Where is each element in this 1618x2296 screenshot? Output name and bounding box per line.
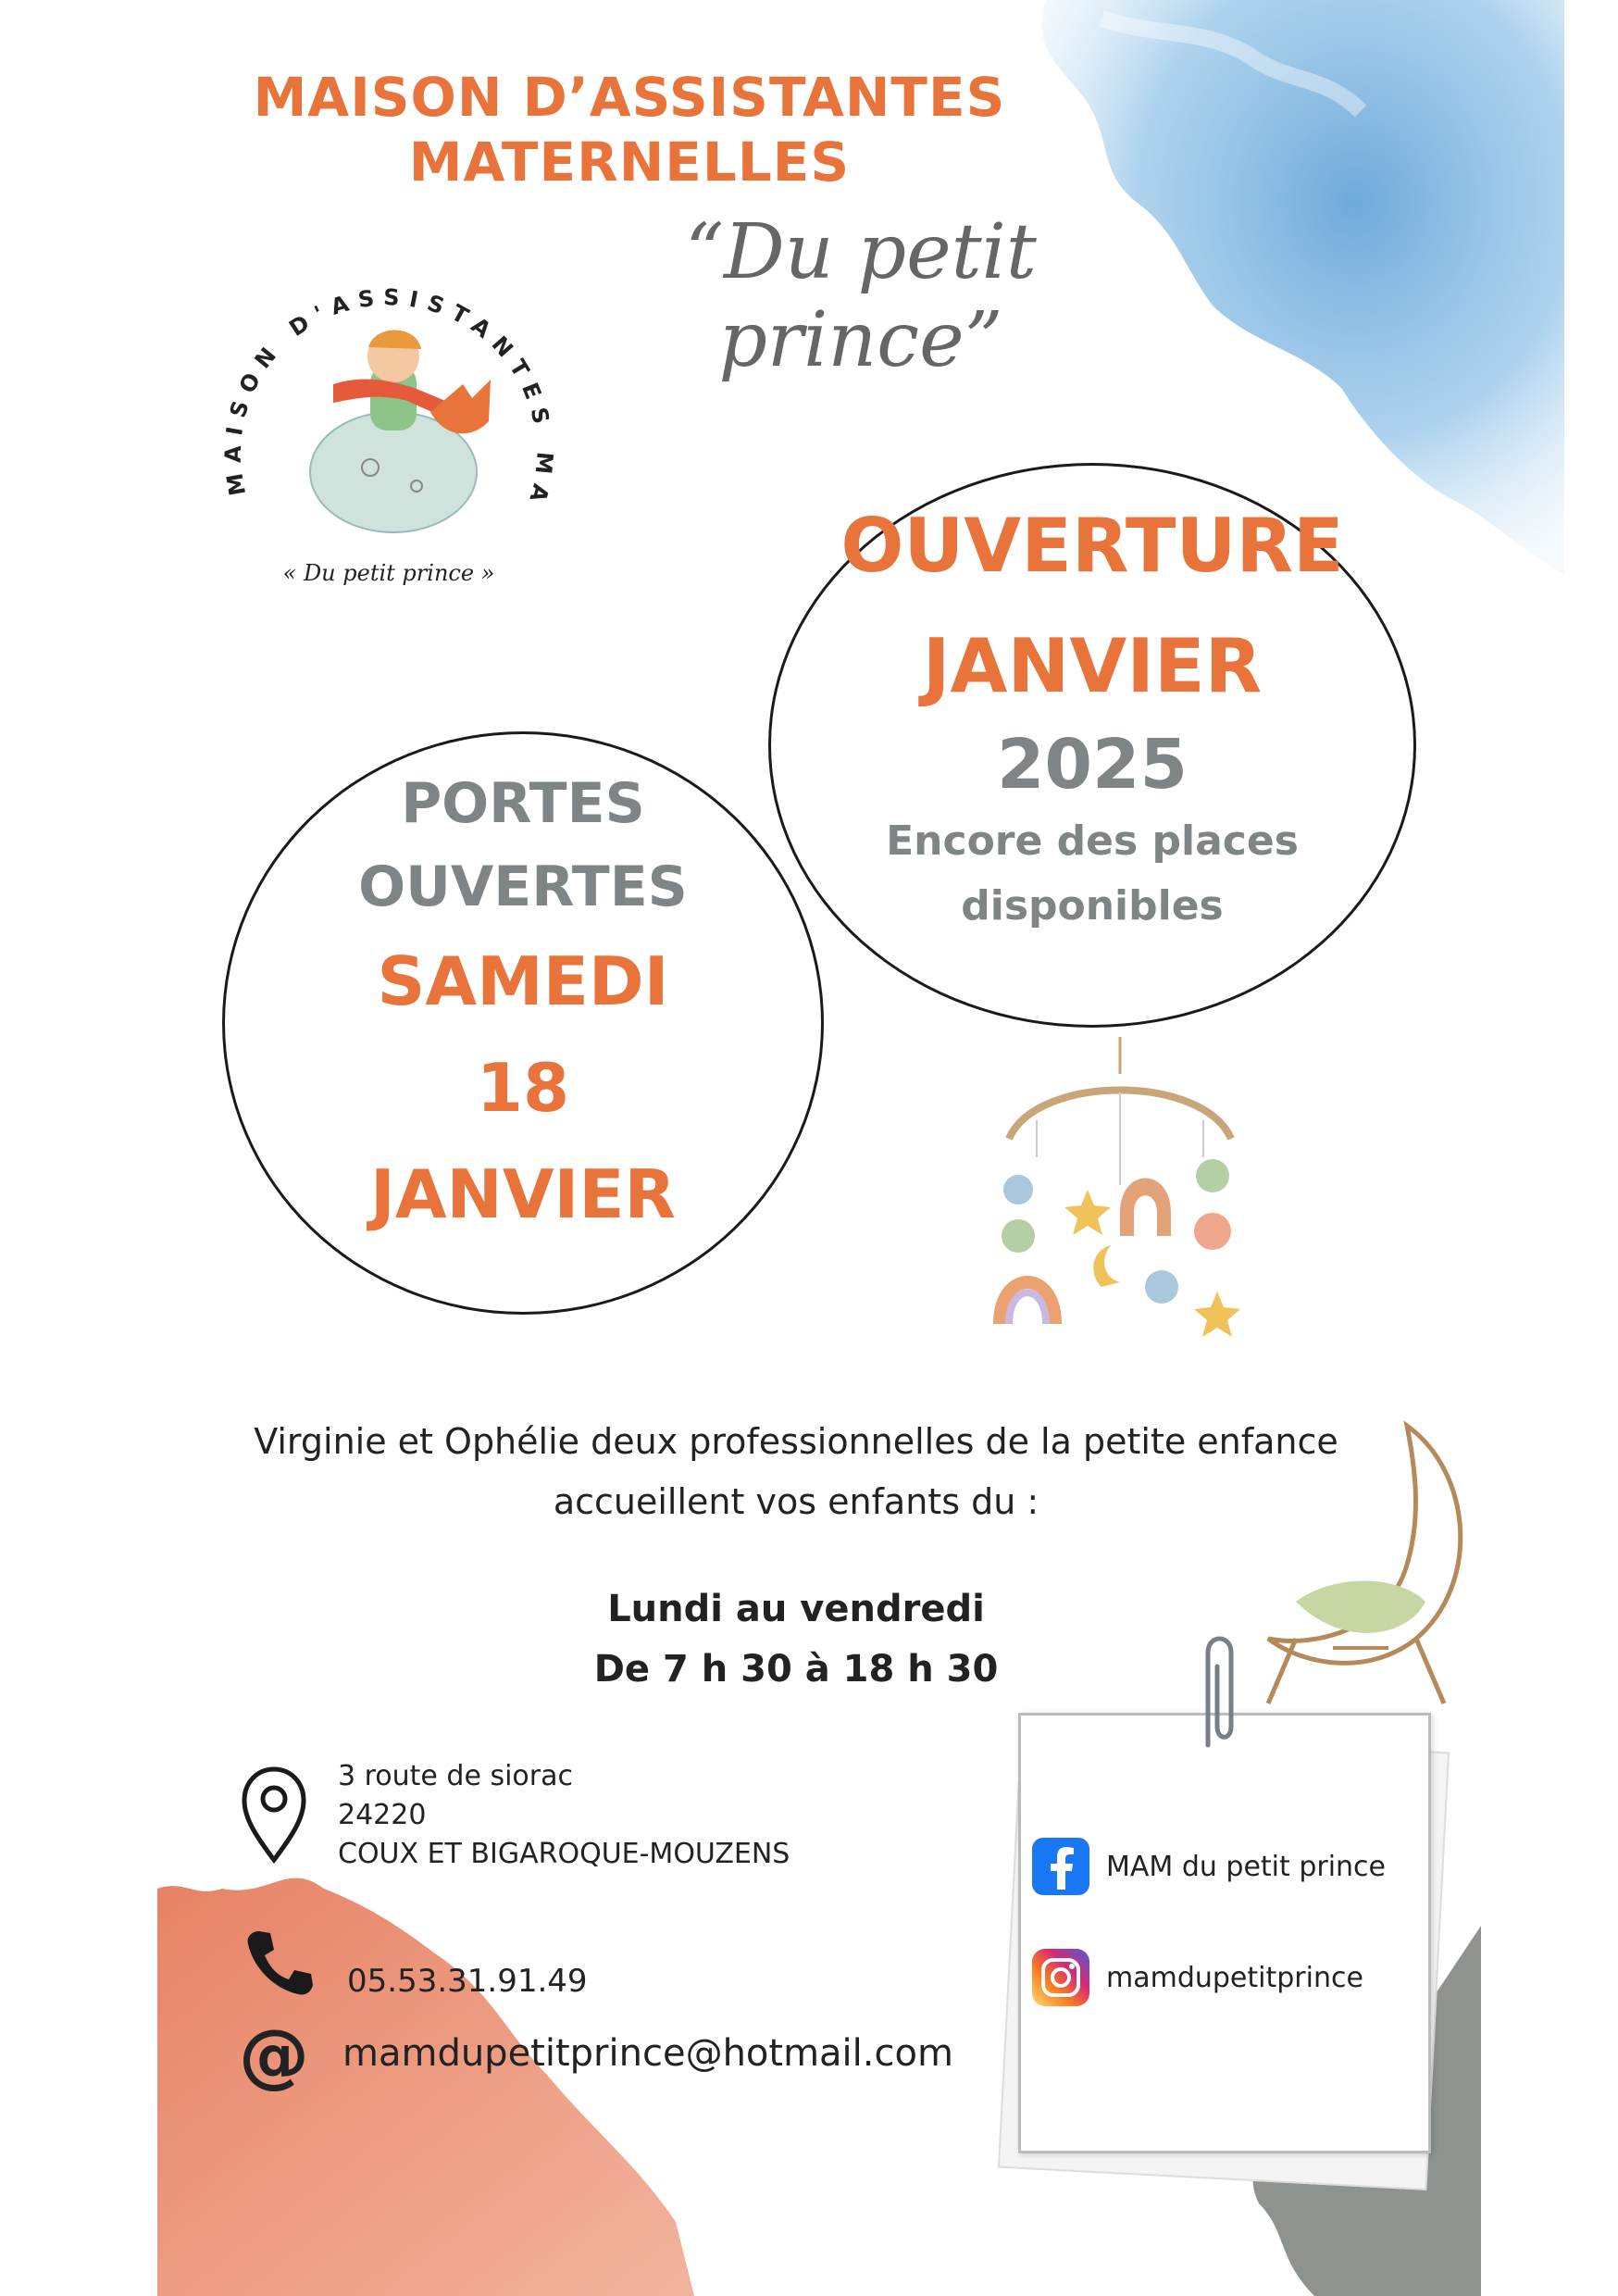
header-title-line2: MATERNELLES [408,131,851,193]
instagram-label: mamdupetitprince [1106,1961,1363,1994]
facebook-label: MAM du petit prince [1106,1850,1386,1883]
open-house-circle [222,731,824,1315]
open-house-date: 18 [476,1049,570,1127]
logo [194,282,583,653]
open-house-day: SAMEDI [377,942,669,1020]
hours-days: Lundi au vendredi [607,1588,985,1630]
open-house-line1: PORTES [401,771,645,836]
open-house-month: JANVIER [370,1155,676,1233]
address-postcode: 24220 [338,1799,427,1831]
location-pin-icon [239,1764,309,1866]
phone-icon [243,1926,317,2000]
opening-note2: disponibles [961,882,1224,930]
moon-cradle-icon [1231,1416,1490,1713]
address-street: 3 route de siorac [338,1760,573,1792]
social-card [1018,1713,1431,2153]
intro-line2: accueillent vos enfants du : [553,1481,1039,1522]
svg-text:MAISON D'ASSISTANTES MATERNELL: MAISON D'ASSISTANTES MA [219,283,558,513]
intro-line1: Virginie et Ophélie deux professionnelles de la petite enfance [254,1421,1338,1462]
baby-mobile-icon [981,1037,1259,1370]
instagram-icon [1032,1949,1089,2006]
opening-line1: OUVERTURE [840,503,1344,589]
open-house-line2: OUVERTES [358,855,688,919]
facebook-icon [1032,1838,1089,1895]
header-script-title: “Du petit prince” [685,208,1037,384]
header-title-line1: MAISON D’ASSISTANTES [253,66,1006,129]
email-address[interactable]: mamdupetitprince@hotmail.com [342,2032,953,2075]
facebook-entry[interactable] [1032,1838,1386,1895]
hours-time: De 7 h 30 à 18 h 30 [593,1648,999,1691]
address-city: COUX ET BIGAROQUE-MOUZENS [338,1838,790,1870]
logo-illustration [194,282,583,653]
instagram-entry[interactable] [1032,1949,1363,2006]
phone-number[interactable]: 05.53.31.91.49 [347,1963,588,2000]
opening-year: 2025 [997,725,1188,805]
opening-line2: JANVIER [922,623,1263,709]
logo-center-text: « Du petit prince » [282,560,495,586]
paperclip-icon [1189,1625,1245,1764]
at-icon: @ [239,2014,309,2096]
opening-note1: Encore des places [886,817,1299,865]
opening-circle [768,463,1416,1028]
